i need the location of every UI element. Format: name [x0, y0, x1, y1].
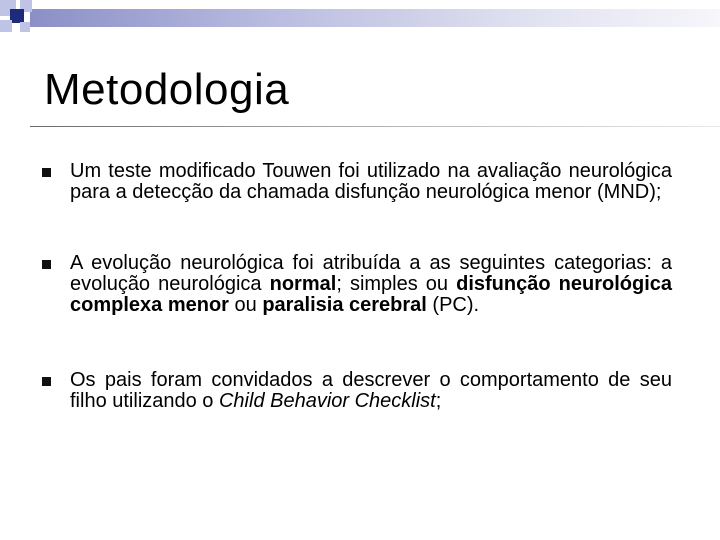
bold-term: disfunção neurológica complexa menor — [70, 273, 672, 316]
bullet-marker — [42, 377, 51, 386]
bold-term: normal — [269, 273, 337, 295]
slide-title: Metodologia — [44, 65, 290, 114]
deco-square — [20, 22, 30, 32]
bullet-marker — [42, 168, 51, 177]
deco-square — [0, 20, 12, 32]
bullet-text: ; simples ou — [336, 273, 457, 295]
bold-term: paralisia cerebral — [262, 294, 427, 316]
header-decoration — [0, 0, 720, 40]
deco-square — [10, 9, 24, 23]
bullet-item-3 — [70, 370, 672, 412]
bullet-text: Os pais foram convidados a descrever o comportamento de seu filho utilizando o — [70, 369, 672, 412]
bullet-text: A evolução neurológica foi atribuída a as seguintes categorias: a evolução neurológica — [70, 252, 672, 295]
bullet-text: ; — [435, 390, 442, 412]
title-divider — [30, 126, 720, 127]
bullet-marker — [42, 260, 51, 269]
bullet-text: ou — [228, 294, 263, 316]
header-gradient-band — [30, 9, 720, 27]
bullet-item-2 — [70, 253, 672, 316]
bullet-text: (PC). — [426, 294, 480, 316]
bullet-item-1 — [70, 161, 672, 203]
bullet-text: Um teste modificado Touwen foi utilizado na avaliação neurológica para a detecção da chamada disfunção neurológica menor (MND); — [70, 160, 672, 203]
italic-term: Child Behavior Checklist — [218, 390, 436, 412]
